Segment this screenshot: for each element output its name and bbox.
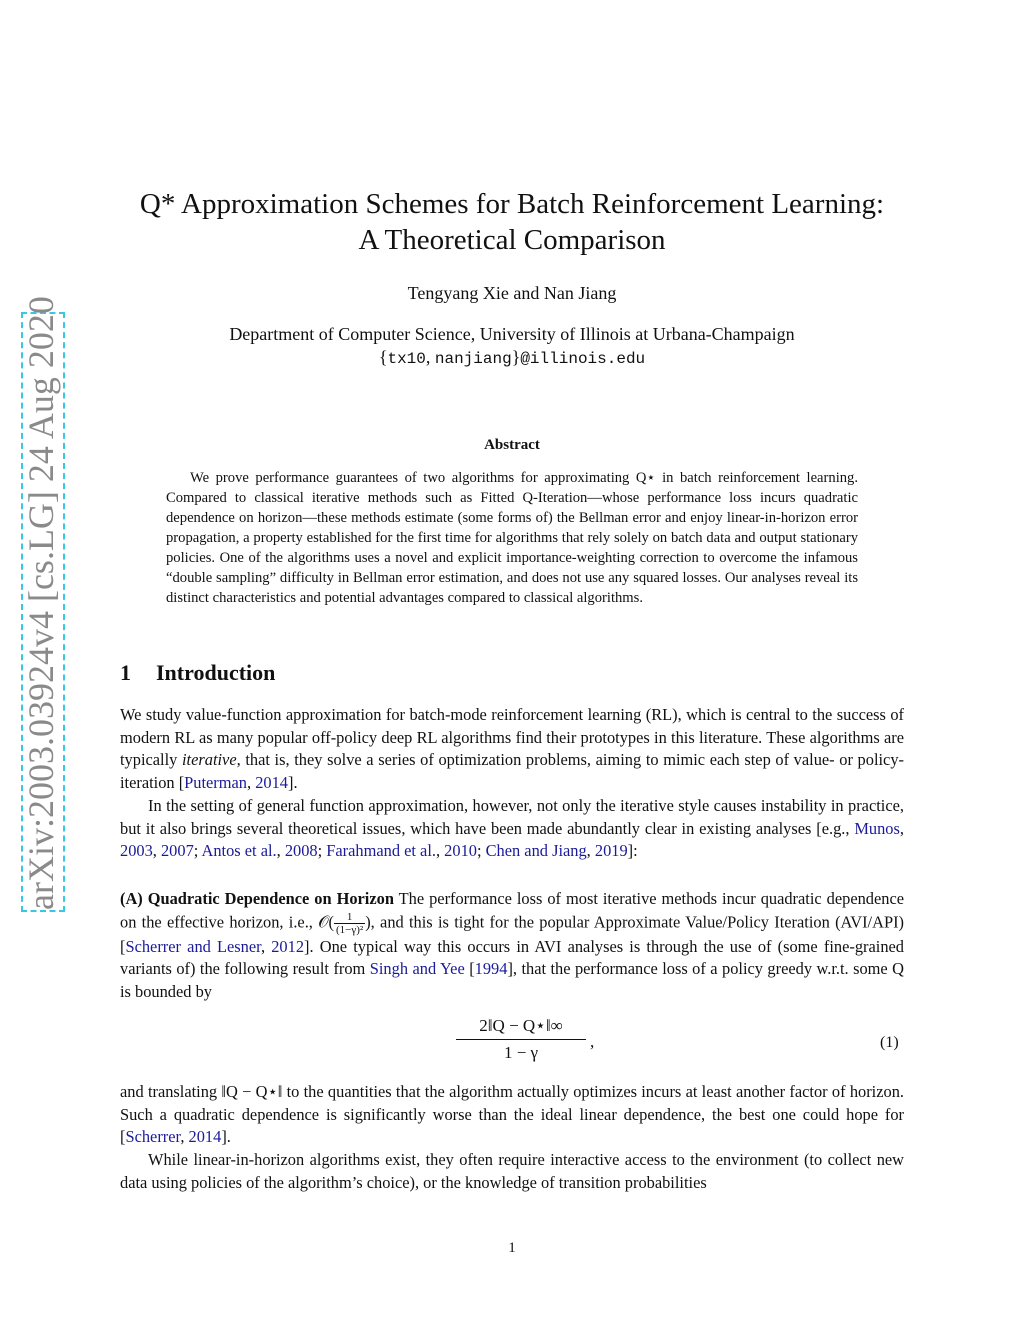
citation-singh-yee-year[interactable]: 1994	[474, 959, 508, 979]
author-emails	[0, 347, 1024, 368]
arxiv-stamp	[21, 296, 65, 912]
abstract-heading: Abstract	[484, 437, 540, 453]
title-line-1: Q* Approximation Schemes for Batch Reinforcement Learning:	[139, 188, 885, 220]
email-user-1: tx10	[387, 350, 426, 368]
para2-end: ]:	[627, 841, 638, 861]
email-brace-open: {	[378, 347, 388, 367]
section-heading	[120, 660, 275, 686]
para4-end: ].	[221, 1127, 231, 1147]
paragraph-2: In the setting of general function approximation, however, not only the iterative style causes instability in practice, but it also brings several theoretical issues, which have been made abundantly clear in existing analyses [e.g., Munos, 2003, 2007; Antos et al., 2008; Farahmand et al., 2010; Chen and Jiang, 2019]:	[120, 796, 904, 861]
authors: Tengyang Xie and Nan Jiang	[407, 283, 617, 303]
email-separator: ,	[425, 347, 435, 367]
citation-puterman-year[interactable]: 2014	[255, 773, 288, 793]
para3-run-in-heading: (A) Quadratic Dependence on Horizon	[120, 889, 394, 908]
para1-italic: iterative	[181, 750, 237, 770]
para1-text2: , that is, they solve a series of optimization problems, aiming to mimic each step of value- or policy-iteration [	[120, 750, 904, 793]
citation-chen-jiang[interactable]: Chen and Jiang	[485, 841, 587, 861]
citation-antos[interactable]: Antos et al.	[201, 841, 277, 861]
section-title: Introduction	[156, 660, 276, 685]
citation-munos-year-2[interactable]: 2007	[160, 841, 194, 861]
equation-comma: ,	[590, 1032, 595, 1051]
equation-numerator: 2‖Q − Q⋆‖∞	[456, 1016, 586, 1040]
para3-text: The performance loss of most iterative methods incur quadratic dependence on the effective horizon, i.e., 𝒪(	[120, 889, 904, 931]
paragraph-4: and translating ‖Q − Q⋆‖ to the quantities that the algorithm actually optimizes incurs at least another factor of horizon. Such a quadratic dependence is significantly worse than the ideal linear dependence, the best one could hope for [Scherrer, 2014].	[120, 1082, 904, 1147]
email-domain: @illinois.edu	[520, 350, 646, 368]
paragraph-1	[120, 704, 904, 795]
page-number: 1	[508, 1240, 516, 1256]
equation-number: (1)	[880, 1034, 899, 1051]
para1-cite-sep: ,	[247, 773, 256, 793]
citation-munos-year-1[interactable]: 2003	[120, 841, 153, 861]
para3-text2: ), and this is tight for the popular Approximate Value/Policy Iteration (AVI/API) [	[120, 911, 904, 956]
inline-fraction	[334, 911, 365, 936]
citation-scherrer-year[interactable]: 2014	[188, 1127, 222, 1147]
para3-text3: ]. One typical way this occurs in AVI analyses is through the use of (some fine-grained variants of) the following result from	[120, 936, 904, 979]
arxiv-stamp-text: arXiv:2003.03924v4 [cs.LG] 24 Aug 2020	[21, 296, 61, 910]
equation-denominator: 1 − γ	[503, 1043, 539, 1062]
para1-end: ].	[287, 773, 298, 793]
citation-scherrer-lesner-year[interactable]: 2012	[271, 936, 305, 956]
para2-text: In the setting of general function approximation, however, not only the iterative style causes instability in practice, but it also brings several theoretical issues, which have been made abundantly clear in existing analyses [e.g.,	[120, 796, 904, 838]
citation-chen-jiang-year[interactable]: 2019	[594, 841, 628, 861]
abstract-text: We prove performance guarantees of two algorithms for approximating Q⋆ in batch reinforcement learning. Compared to classical iterative methods such as Fitted Q-Iteration—whose performance loss incurs quadratic dependence on horizon—these methods estimate (some forms of) the Bellman error and enjoy linear-in-horizon error propagation, a property established for the first time for algorithms that rely solely on batch data and output stationary policies. One of the algorithms uses a novel and explicit importance-weighting correction to overcome the infamous “double sampling” difficulty in Bellman error estimation, and does not use any squared losses. Our analyses reveal its distinct characteristics and potential advantages compared to classical algorithms.	[166, 470, 858, 606]
paragraph-3: (A) Quadratic Dependence on Horizon The performance loss of most iterative methods incur quadratic dependence on the effective horizon, i.e., 𝒪( $\frac{1}{\text{(1−γ)²}}$ ), and this is tight for the popular Approximate Value/Policy Iteration (AVI/API) [Scherrer and Lesner, 2012]. One typical way this occurs in AVI analyses is through the use of (some fine-grained variants of) the following result from Singh and Yee [1994], that the performance loss of a policy greedy w.r.t. some Q is bounded by	[120, 889, 904, 1002]
citation-munos[interactable]: Munos	[854, 818, 900, 838]
citation-singh-yee[interactable]: Singh and Yee	[369, 959, 465, 979]
paragraph-5	[120, 1149, 904, 1194]
para5-text: While linear-in-horizon algorithms exist, they often require interactive access to the environment (to collect new data using policies of the algorithm’s choice), or the knowledge of transition probabilities	[120, 1150, 904, 1192]
abstract	[166, 468, 858, 608]
equation-1	[456, 1016, 586, 1063]
citation-scherrer[interactable]: Scherrer	[125, 1127, 181, 1147]
inline-fraction-top: 1	[334, 911, 365, 924]
citation-farahmand-year[interactable]: 2010	[444, 841, 477, 861]
citation-farahmand[interactable]: Farahmand et al.	[326, 841, 436, 861]
citation-scherrer-lesner[interactable]: Scherrer and Lesner	[125, 936, 261, 956]
para4-text: and translating ‖Q − Q⋆‖ to the quantities that the algorithm actually optimizes incurs at least another factor of horizon. Such a quadratic dependence is significantly worse than the ideal linear dependence, the best one could hope for [	[120, 1082, 904, 1147]
citation-puterman[interactable]: Puterman	[184, 773, 247, 793]
email-brace-close: }	[511, 347, 521, 367]
affiliation: Department of Computer Science, University of Illinois at Urbana-Champaign	[229, 324, 795, 344]
inline-fraction-bottom: (1−γ)²	[335, 923, 364, 936]
title-line-2: A Theoretical Comparison	[358, 224, 666, 256]
para3-text4: ], that the performance loss of a policy greedy w.r.t. some Q is bounded by	[120, 959, 904, 1002]
para1-text: We study value-function approximation for batch-mode reinforcement learning (RL), which is central to the success of modern RL as many popular off-policy deep RL algorithms find their prototypes in this literature. These algorithms are typically	[120, 705, 904, 770]
citation-antos-year[interactable]: 2008	[284, 841, 318, 861]
email-user-2: nanjiang	[434, 350, 512, 368]
section-number: 1	[120, 660, 131, 685]
